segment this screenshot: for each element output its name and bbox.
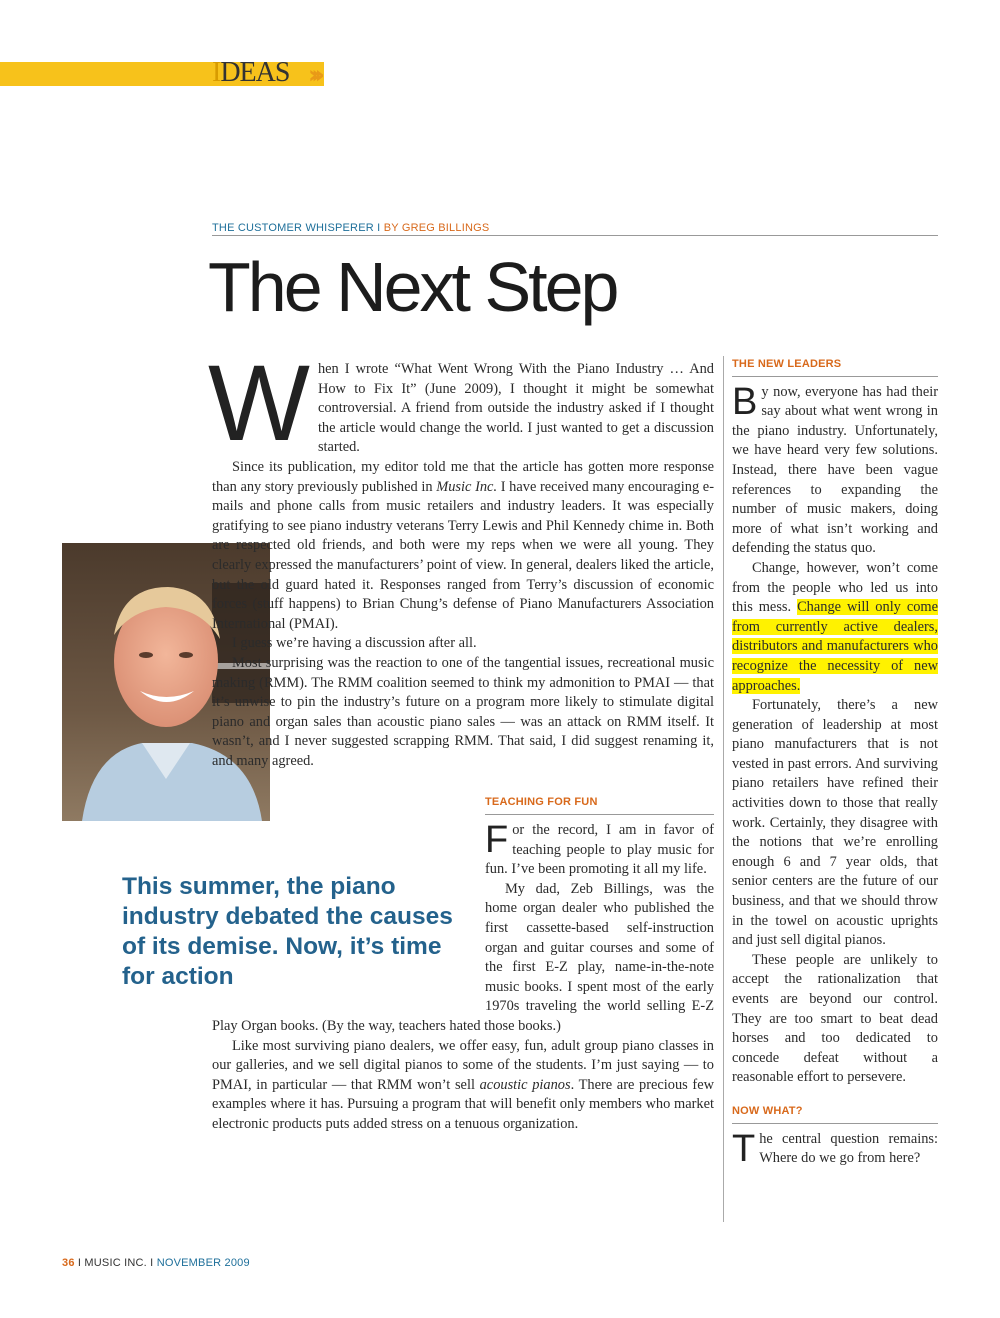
paragraph-10: Fortunately, there’s a new generation of leadership at most piano manufacturers that is not vested in past errors. And surviving piano retailers have refined their activities down to those that really work. Certainly, they disagree with the notions that we’re enrolling enough 6 and 7 year olds, that senior centers are the future of our business, and that we should throw in the towel on acoustic uprights and just sell digital pianos. <box>732 697 938 949</box>
section-heading-new-leaders: THE NEW LEADERS <box>732 355 938 377</box>
paragraph-7: Like most surviving piano dealers, we offer easy, fun, adult group piano classes in our galleries, and we sell digital pianos to some of the students. I’m just saying — to PMAI, in particular — that RMM won’t sell acoustic pianos. There are precious few examples where it has. Pursuing a program that will benefit only members who market electronic products puts added stress on a tenuous organization. <box>212 1037 715 1132</box>
article-body-main-column <box>208 342 715 1135</box>
section-label-rest: DEAS <box>220 57 290 88</box>
footer-separator-2: I <box>146 1257 157 1269</box>
drop-cap-b: B <box>732 380 758 423</box>
acoustic-pianos-italic: acoustic pianos <box>479 1076 571 1093</box>
drop-cap-f: F <box>485 819 509 862</box>
section-label <box>212 58 289 88</box>
article-title: The Next Step <box>208 248 617 326</box>
page-number: 36 <box>62 1257 75 1269</box>
section-heading-now-what: NOW WHAT? <box>732 1102 938 1124</box>
paragraph-1: When I wrote “What Went Wrong With the Piano Industry … And How to Fix It” (June 2009), I thought it might be somewhat controversial. A friend from outside the industry asked if I thought the article would change the world. I just wanted to get a discussion started. <box>208 342 714 463</box>
pull-quote-space <box>212 825 485 1011</box>
paragraph-9: Change, however, won’t come from the people who led us into this mess. Change will only come from currently active dealers, distributors and manufacturers who recognize the necessity of new approaches. <box>732 559 938 694</box>
drop-cap-t: T <box>732 1127 756 1170</box>
magazine-name: MUSIC INC. <box>84 1257 147 1269</box>
article-kicker <box>212 222 938 236</box>
page-footer <box>62 1257 250 1269</box>
section-heading-teaching-for-fun: TEACHING FOR FUN <box>485 793 714 815</box>
byline: BY GREG BILLINGS <box>383 222 490 234</box>
paragraph-8: By now, everyone has had their say about what went wrong in the piano industry. Unfortunately, we have heard very few solutions. Instead, there have been vague references to expanding the number of music makers, doing more of what isn’t working and defending the status quo. <box>732 380 938 557</box>
teaching-for-fun-section <box>485 793 714 815</box>
drop-cap-w: W <box>208 342 310 463</box>
section-label-initial: I <box>212 57 221 88</box>
paragraph-3: I guess we’re having a discussion after all. <box>232 635 477 652</box>
chevrons-icon: ››› <box>308 60 318 89</box>
footer-separator: I <box>74 1257 85 1269</box>
paragraph-12: The central question remains: Where do we go from here? <box>732 1127 938 1170</box>
paragraph-11: These people are unlikely to accept the rationalization that events are beyond our control. They are too smart to beat dead horses and too dedicated to concede defeat without a reasonable effort to persevere. <box>732 951 938 1086</box>
issue-date: NOVEMBER 2009 <box>156 1257 250 1269</box>
magazine-name-italic: Music Inc. <box>436 478 498 495</box>
article-body-side-column <box>732 355 938 1169</box>
column-name: THE CUSTOMER WHISPERER <box>212 222 374 234</box>
paragraph-6: My dad, Zeb Billings, was the home organ dealer who published the first cassette-based self-instruction organ and guitar courses and some of the first E-Z play, name-in-the-note music books. I spent most of the early 1970s traveling the world selling E-Z Play Organ books. (By the way, teachers hated those books.) <box>212 880 714 1034</box>
paragraph-4: Most surprising was the reaction to one of the tangential issues, recreational music making (RMM). The RMM coalition seemed to think my admonition to PMAI — that it’s unwise to pin the industry’s future on a program more likely to stimulate digital piano and organ sales than acoustic piano sales — was an attack on RMM itself. It wasn’t, and I never suggested scrapping RMM. That said, I did suggest renaming it, and many agreed. <box>212 654 714 769</box>
pull-quote: This summer, the piano industry debated the causes of its demise. Now, it’s time for action <box>122 873 453 990</box>
column-divider <box>723 356 724 1222</box>
kicker-separator: I <box>377 222 381 234</box>
highlighted-text: Change will only come from currently active dealers, distributors and manufacturers who recognize the necessity of new approaches. <box>732 599 938 694</box>
paragraph-2: Since its publication, my editor told me that the article has gotten more response than any story previously published in Music Inc. I have received many encouraging e-mails and phone calls from music retailers and industry leaders. It was especially gratifying to see piano industry veterans Terry Lewis and Phil Kennedy chime in. Both are respected old friends, and both were my reps when we were all young. They clearly expressed the manufacturers’ point of view. In general, dealers liked the article, but the old guard hated it. Responses ranged from Terry’s discussion of economic forces (stuff happens) to Brian Chung’s defense of Piano Manufacturers Association International (PMAI). <box>212 458 714 632</box>
paragraph-5: For the record, I am in favor of teaching people to play music for fun. I’ve been promoting it all my life. <box>212 821 714 880</box>
